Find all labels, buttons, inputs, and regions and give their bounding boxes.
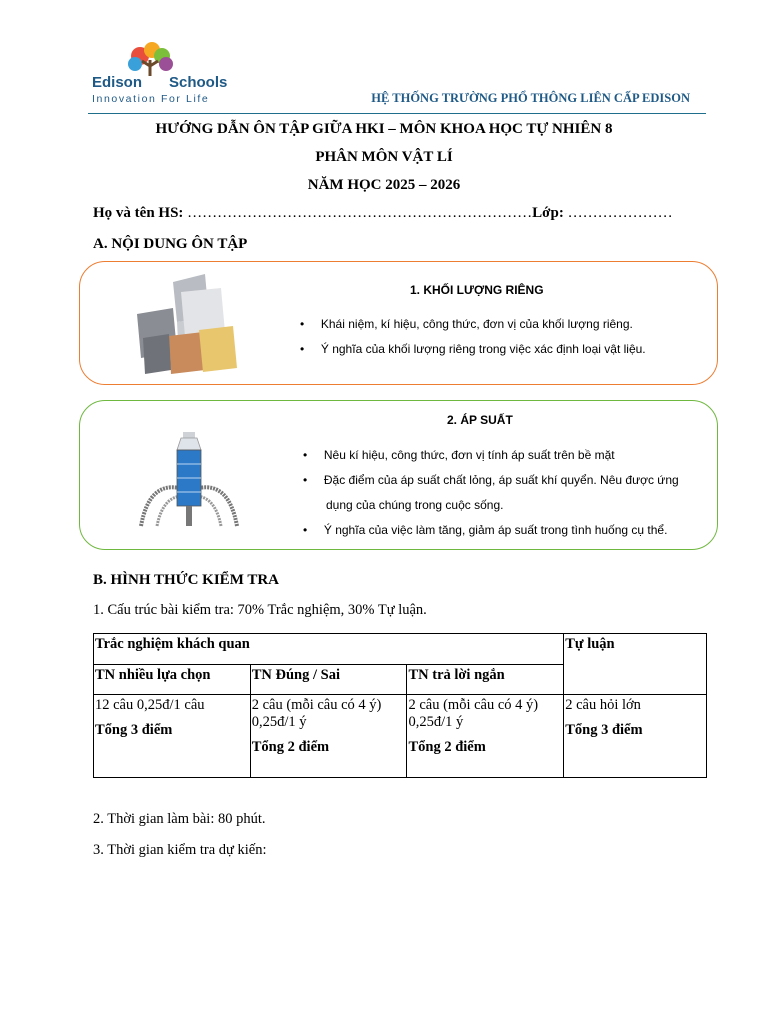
tf-total: Tổng 2 điểm bbox=[251, 739, 330, 755]
class-label: Lớp: bbox=[532, 205, 564, 221]
doc-subtitle: PHÂN MÔN VẬT LÍ bbox=[315, 149, 453, 165]
school-system-name: HỆ THỐNG TRƯỜNG PHỔ THÔNG LIÊN CẤP EDISON bbox=[371, 91, 690, 105]
tf-score: 0,25đ/1 ý bbox=[251, 714, 307, 730]
logo-text-edison: Edison bbox=[92, 74, 143, 91]
student-name-dots: …………………………………………………………… bbox=[187, 205, 533, 221]
essay-count: 2 câu hỏi lớn bbox=[565, 697, 641, 713]
table-col-true-false: TN Đúng / Sai bbox=[250, 665, 407, 695]
essay-total: Tổng 3 điểm bbox=[565, 722, 643, 738]
mc-total: Tổng 3 điểm bbox=[95, 722, 173, 738]
topic2-bullet-3: Ý nghĩa của việc làm tăng, giảm áp suất trong tình huống cụ thể. bbox=[323, 523, 668, 537]
mc-count: 12 câu 0,25đ/1 câu bbox=[95, 697, 205, 713]
list-item: • Ý nghĩa của việc làm tăng, giảm áp suất trong tình huống cụ thể. bbox=[303, 523, 668, 537]
table-header-essay: Tự luận bbox=[564, 634, 707, 695]
table-header-objective: Trắc nghiệm khách quan bbox=[94, 634, 564, 665]
exam-date-text: 3. Thời gian kiểm tra dự kiến: bbox=[93, 842, 267, 858]
list-item: • Khái niệm, kí hiệu, công thức, đơn vị của khối lượng riêng. bbox=[300, 317, 633, 331]
table-cell-multiple-choice bbox=[94, 695, 251, 778]
class-dots: ………………… bbox=[567, 205, 673, 221]
table-cell-essay bbox=[564, 695, 707, 778]
metal-cubes-image bbox=[133, 270, 243, 376]
topic2-bullet-2-cont: dụng của chúng trong cuộc sống. bbox=[326, 498, 504, 512]
list-item bbox=[303, 493, 679, 518]
list-item: • Nêu kí hiệu, công thức, đơn vị tính áp suất trên bề mặt bbox=[303, 448, 615, 462]
table-col-multiple-choice: TN nhiều lựa chọn bbox=[94, 665, 251, 695]
topic1-bullet-list bbox=[300, 312, 646, 362]
header-divider bbox=[88, 113, 706, 114]
table-col-short-answer: TN trả lời ngắn bbox=[407, 665, 564, 695]
section-b-heading: B. HÌNH THỨC KIỂM TRA bbox=[93, 572, 279, 588]
topic1-bullet-2: Ý nghĩa của khối lượng riêng trong việc xác định loại vật liệu. bbox=[320, 342, 646, 356]
list-item: • Ý nghĩa của khối lượng riêng trong việc xác định loại vật liệu. bbox=[300, 342, 646, 356]
topic2-bullet-1: Nêu kí hiệu, công thức, đơn vị tính áp suất trên bề mặt bbox=[323, 448, 615, 462]
doc-title: HƯỚNG DẪN ÔN TẬP GIỮA HKI – MÔN KHOA HỌC TỰ NHIÊN 8 bbox=[155, 121, 613, 137]
topic1-title: 1. KHỐI LƯỢNG RIÊNG bbox=[410, 283, 544, 297]
topic2-bullet-list bbox=[303, 443, 679, 543]
table-row bbox=[94, 634, 707, 665]
sa-total: Tổng 2 điểm bbox=[408, 739, 486, 755]
exam-structure-text: 1. Cấu trúc bài kiểm tra: 70% Trắc nghiệm, 30% Tự luận. bbox=[93, 602, 427, 618]
sa-count: 2 câu (mỗi câu có 4 ý) bbox=[408, 697, 539, 713]
topic2-title: 2. ÁP SUẤT bbox=[447, 413, 513, 427]
topic1-bullet-1: Khái niệm, kí hiệu, công thức, đơn vị của khối lượng riêng. bbox=[320, 317, 633, 331]
topic2-bullet-2: Đặc điểm của áp suất chất lỏng, áp suất khí quyển. Nêu được ứng bbox=[323, 473, 679, 487]
table-cell-true-false bbox=[250, 695, 407, 778]
water-bottle-pressure-image bbox=[135, 430, 243, 528]
table-row bbox=[94, 695, 707, 778]
exam-structure-table bbox=[93, 633, 707, 778]
logo-tagline: Innovation For Life bbox=[92, 93, 210, 105]
student-name-label: Họ và tên HS: bbox=[93, 205, 184, 221]
tf-count: 2 câu (mỗi câu có 4 ý) bbox=[251, 697, 382, 713]
exam-duration-text: 2. Thời gian làm bài: 80 phút. bbox=[93, 811, 266, 827]
sa-score: 0,25đ/1 ý bbox=[408, 714, 464, 730]
school-year: NĂM HỌC 2025 – 2026 bbox=[307, 177, 461, 193]
list-item: • Đặc điểm của áp suất chất lỏng, áp suất khí quyển. Nêu được ứng bbox=[303, 473, 679, 487]
logo-text-schools: Schools bbox=[169, 74, 228, 91]
student-info-line bbox=[93, 205, 673, 222]
table-cell-short-answer bbox=[407, 695, 564, 778]
section-a-heading: A. NỘI DUNG ÔN TẬP bbox=[93, 236, 248, 252]
